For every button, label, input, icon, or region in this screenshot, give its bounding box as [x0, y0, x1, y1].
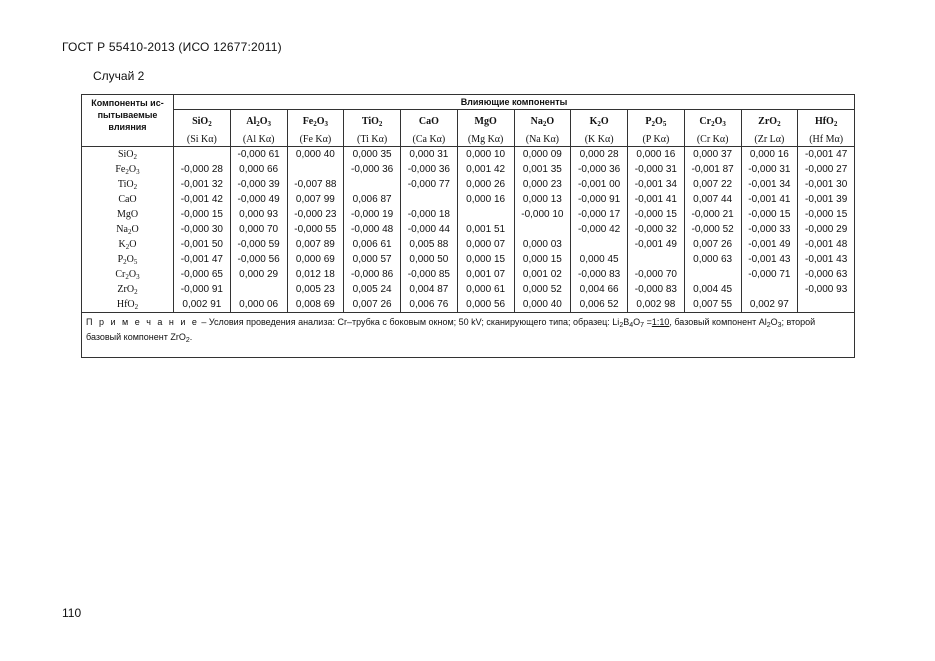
column-line-k2o: (K Kα) — [571, 132, 628, 147]
table-cell: 0,007 26 — [344, 297, 401, 313]
table-cell: -0,000 36 — [401, 162, 458, 177]
table-cell: -0,001 41 — [741, 192, 798, 207]
row-label: CaO — [82, 192, 174, 207]
page-number: 110 — [62, 606, 82, 620]
table-cell: -0,001 48 — [798, 237, 855, 252]
table-cell: 0,000 15 — [457, 252, 514, 267]
note-prefix: П р и м е ч а н и е — [86, 317, 199, 327]
table-row — [82, 252, 855, 267]
table-cell: -0,001 39 — [798, 192, 855, 207]
table-cell: -0,000 36 — [344, 162, 401, 177]
table-cell: -0,000 65 — [174, 267, 231, 282]
table-cell: 0,004 66 — [571, 282, 628, 297]
table-row — [82, 267, 855, 282]
table-cell: 0,005 23 — [287, 282, 344, 297]
table-cell: -0,001 49 — [741, 237, 798, 252]
table-cell: 0,000 06 — [230, 297, 287, 313]
table-cell: -0,000 21 — [684, 207, 741, 222]
line-header-row — [82, 132, 855, 147]
row-header-cell: Компоненты ис-пытываемые влияния — [82, 95, 174, 147]
table-cell: 0,001 07 — [457, 267, 514, 282]
table-cell — [401, 192, 458, 207]
row-label: $Cr_2O_3$ — [82, 267, 174, 282]
row-label: HfO$_2$ — [82, 297, 174, 313]
table-cell: -0,001 50 — [174, 237, 231, 252]
table-cell: 0,000 50 — [401, 252, 458, 267]
table-cell: -0,000 63 — [798, 267, 855, 282]
table-cell: 0,000 26 — [457, 177, 514, 192]
table-cell: -0,000 29 — [798, 222, 855, 237]
table-cell: 0,000 45 — [571, 252, 628, 267]
table-cell: 0,001 02 — [514, 267, 571, 282]
table-cell: 0,008 69 — [287, 297, 344, 313]
table-cell: 0,004 45 — [684, 282, 741, 297]
column-component-al2o3: $Al_2O_3$ — [230, 110, 287, 133]
table-cell: -0,000 56 — [230, 252, 287, 267]
row-label: $Fe_2O_3$ — [82, 162, 174, 177]
table-cell: -0,007 88 — [287, 177, 344, 192]
table-cell: -0,000 17 — [571, 207, 628, 222]
table-row — [82, 162, 855, 177]
table-cell: -0,000 33 — [741, 222, 798, 237]
table-cell: -0,000 31 — [741, 162, 798, 177]
row-label: TiO$_2$ — [82, 177, 174, 192]
table-cell: -0,000 15 — [798, 207, 855, 222]
table-cell: -0,000 44 — [401, 222, 458, 237]
table-row — [82, 177, 855, 192]
table-cell: -0,000 52 — [684, 222, 741, 237]
table-row — [82, 282, 855, 297]
table-cell: -0,001 34 — [741, 177, 798, 192]
table-cell — [684, 267, 741, 282]
table-cell: -0,001 47 — [798, 147, 855, 163]
table-cell: -0,000 48 — [344, 222, 401, 237]
column-line-hfo2: (Hf Mα) — [798, 132, 855, 147]
table-cell: 0,007 26 — [684, 237, 741, 252]
table-cell: 0,000 40 — [287, 147, 344, 163]
table-cell: 0,002 98 — [628, 297, 685, 313]
column-component-na2o: $Na_2O$ — [514, 110, 571, 133]
table-cell: 0,000 70 — [230, 222, 287, 237]
document-header: ГОСТ Р 55410-2013 (ИСО 12677:2011) — [62, 40, 282, 54]
column-component-p2o5: $P_2O_5$ — [628, 110, 685, 133]
table-cell: 0,000 29 — [230, 267, 287, 282]
table-cell: -0,001 87 — [684, 162, 741, 177]
table-cell: -0,001 00 — [571, 177, 628, 192]
table-cell: 0,006 61 — [344, 237, 401, 252]
table-cell: 0,000 31 — [401, 147, 458, 163]
table-cell: -0,000 70 — [628, 267, 685, 282]
table-cell: -0,000 71 — [741, 267, 798, 282]
table-cell — [457, 207, 514, 222]
table-cell: -0,000 49 — [230, 192, 287, 207]
column-component-mgo: MgO — [457, 110, 514, 133]
column-line-zro2: (Zr Lα) — [741, 132, 798, 147]
table-cell: -0,000 91 — [571, 192, 628, 207]
table-cell: -0,000 36 — [571, 162, 628, 177]
column-component-hfo2: HfO$_2$ — [798, 110, 855, 133]
table-cell: 0,000 16 — [628, 147, 685, 163]
table-cell: -0,001 32 — [174, 177, 231, 192]
row-label: $K_2O$ — [82, 237, 174, 252]
table-cell: -0,001 47 — [174, 252, 231, 267]
table-cell: 0,012 18 — [287, 267, 344, 282]
column-line-na2o: (Na Kα) — [514, 132, 571, 147]
table-cell: 0,007 55 — [684, 297, 741, 313]
table-cell — [628, 252, 685, 267]
table-cell: 0,000 28 — [571, 147, 628, 163]
table-cell: 0,000 03 — [514, 237, 571, 252]
table-cell: 0,000 93 — [230, 207, 287, 222]
table-cell: 0,004 87 — [401, 282, 458, 297]
table-cell: 0,006 87 — [344, 192, 401, 207]
table-cell: -0,001 49 — [628, 237, 685, 252]
table-cell: -0,000 10 — [514, 207, 571, 222]
table-cell: -0,000 28 — [174, 162, 231, 177]
table-row — [82, 192, 855, 207]
table-cell: -0,000 59 — [230, 237, 287, 252]
coefficients-table-wrapper — [81, 94, 854, 358]
column-component-tio2: TiO$_2$ — [344, 110, 401, 133]
note-ratio: 1:10 — [651, 317, 670, 327]
table-cell: -0,001 34 — [628, 177, 685, 192]
table-row — [82, 147, 855, 163]
row-label: ZrO$_2$ — [82, 282, 174, 297]
table-cell — [571, 237, 628, 252]
table-cell: 0,000 35 — [344, 147, 401, 163]
table-cell: -0,000 77 — [401, 177, 458, 192]
table-cell: -0,000 61 — [230, 147, 287, 163]
table-cell: -0,000 15 — [174, 207, 231, 222]
column-component-fe2o3: $Fe_2O_3$ — [287, 110, 344, 133]
table-cell: 0,007 89 — [287, 237, 344, 252]
table-cell: 0,000 69 — [287, 252, 344, 267]
table-cell: 0,006 52 — [571, 297, 628, 313]
table-cell: -0,000 30 — [174, 222, 231, 237]
table-cell: -0,000 83 — [628, 282, 685, 297]
table-cell — [798, 297, 855, 313]
table-cell: 0,000 37 — [684, 147, 741, 163]
table-cell: 0,005 88 — [401, 237, 458, 252]
table-cell: -0,000 15 — [628, 207, 685, 222]
table-row — [82, 237, 855, 252]
table-cell: 0,000 61 — [457, 282, 514, 297]
case-label: Случай 2 — [93, 69, 145, 83]
table-cell: -0,000 15 — [741, 207, 798, 222]
row-label: SiO$_2$ — [82, 147, 174, 163]
table-cell: -0,001 43 — [798, 252, 855, 267]
column-component-k2o: $K_2O$ — [571, 110, 628, 133]
table-cell: 0,006 76 — [401, 297, 458, 313]
table-cell: -0,001 30 — [798, 177, 855, 192]
table-body — [82, 147, 855, 313]
table-cell: 0,007 22 — [684, 177, 741, 192]
table-cell: -0,000 93 — [798, 282, 855, 297]
table-cell: 0,000 09 — [514, 147, 571, 163]
table-cell: -0,001 43 — [741, 252, 798, 267]
table-cell — [344, 177, 401, 192]
column-component-cao: CaO — [401, 110, 458, 133]
column-line-p2o5: (P Kα) — [628, 132, 685, 147]
table-cell: 0,000 16 — [457, 192, 514, 207]
table-cell: 0,005 24 — [344, 282, 401, 297]
table-cell — [741, 282, 798, 297]
table-cell: 0,000 52 — [514, 282, 571, 297]
table-row — [82, 297, 855, 313]
row-label: MgO — [82, 207, 174, 222]
column-line-cr2o3: (Cr Kα) — [684, 132, 741, 147]
table-cell: -0,000 55 — [287, 222, 344, 237]
col-group-header: Влияющие компоненты — [174, 95, 855, 110]
column-line-cao: (Ca Kα) — [401, 132, 458, 147]
table-cell: 0,001 35 — [514, 162, 571, 177]
table-cell: 0,000 56 — [457, 297, 514, 313]
table-cell: -0,000 18 — [401, 207, 458, 222]
column-line-al2o3: (Al Kα) — [230, 132, 287, 147]
table-cell: 0,000 40 — [514, 297, 571, 313]
column-component-cr2o3: $Cr_2O_3$ — [684, 110, 741, 133]
table-cell: -0,000 31 — [628, 162, 685, 177]
table-cell: -0,000 32 — [628, 222, 685, 237]
column-line-sio2: (Si Kα) — [174, 132, 231, 147]
table-cell: 0,001 51 — [457, 222, 514, 237]
table-cell: -0,001 42 — [174, 192, 231, 207]
table-cell: -0,000 39 — [230, 177, 287, 192]
table-cell: 0,001 42 — [457, 162, 514, 177]
row-label: $P_2O_5$ — [82, 252, 174, 267]
table-cell: 0,000 16 — [741, 147, 798, 163]
table-cell: 0,000 10 — [457, 147, 514, 163]
table-cell: 0,007 44 — [684, 192, 741, 207]
coefficients-table — [81, 94, 855, 358]
table-cell: 0,000 23 — [514, 177, 571, 192]
table-row — [82, 207, 855, 222]
table-cell: 0,000 63 — [684, 252, 741, 267]
table-note: П р и м е ч а н и е – Условия проведения анализа: Cr–трубка с боковым окном; 50 kV; сканирующего типа; образец: $Li_2B_4O_7$ =1:10, базовый компонент $Al_2O_3$; второй базовый компонент ZrO$_2$. — [82, 313, 855, 358]
row-label: $Na_2O$ — [82, 222, 174, 237]
table-cell: 0,000 07 — [457, 237, 514, 252]
column-line-fe2o3: (Fe Kα) — [287, 132, 344, 147]
table-cell: -0,000 42 — [571, 222, 628, 237]
component-header-row — [82, 110, 855, 133]
table-cell — [174, 147, 231, 163]
table-cell: -0,000 23 — [287, 207, 344, 222]
table-cell: -0,000 86 — [344, 267, 401, 282]
table-cell: -0,000 19 — [344, 207, 401, 222]
table-cell: 0,000 13 — [514, 192, 571, 207]
column-line-tio2: (Ti Kα) — [344, 132, 401, 147]
table-cell: 0,000 15 — [514, 252, 571, 267]
table-cell: 0,000 57 — [344, 252, 401, 267]
table-cell: -0,001 41 — [628, 192, 685, 207]
column-component-zro2: ZrO$_2$ — [741, 110, 798, 133]
column-line-mgo: (Mg Kα) — [457, 132, 514, 147]
table-cell: -0,000 27 — [798, 162, 855, 177]
table-cell: -0,000 83 — [571, 267, 628, 282]
table-cell — [287, 162, 344, 177]
table-cell: 0,007 99 — [287, 192, 344, 207]
table-row — [82, 222, 855, 237]
table-cell: -0,000 85 — [401, 267, 458, 282]
table-cell: 0,002 97 — [741, 297, 798, 313]
table-cell: 0,002 91 — [174, 297, 231, 313]
table-cell — [230, 282, 287, 297]
table-cell: 0,000 66 — [230, 162, 287, 177]
table-cell: -0,000 91 — [174, 282, 231, 297]
table-cell — [514, 222, 571, 237]
column-component-sio2: SiO$_2$ — [174, 110, 231, 133]
